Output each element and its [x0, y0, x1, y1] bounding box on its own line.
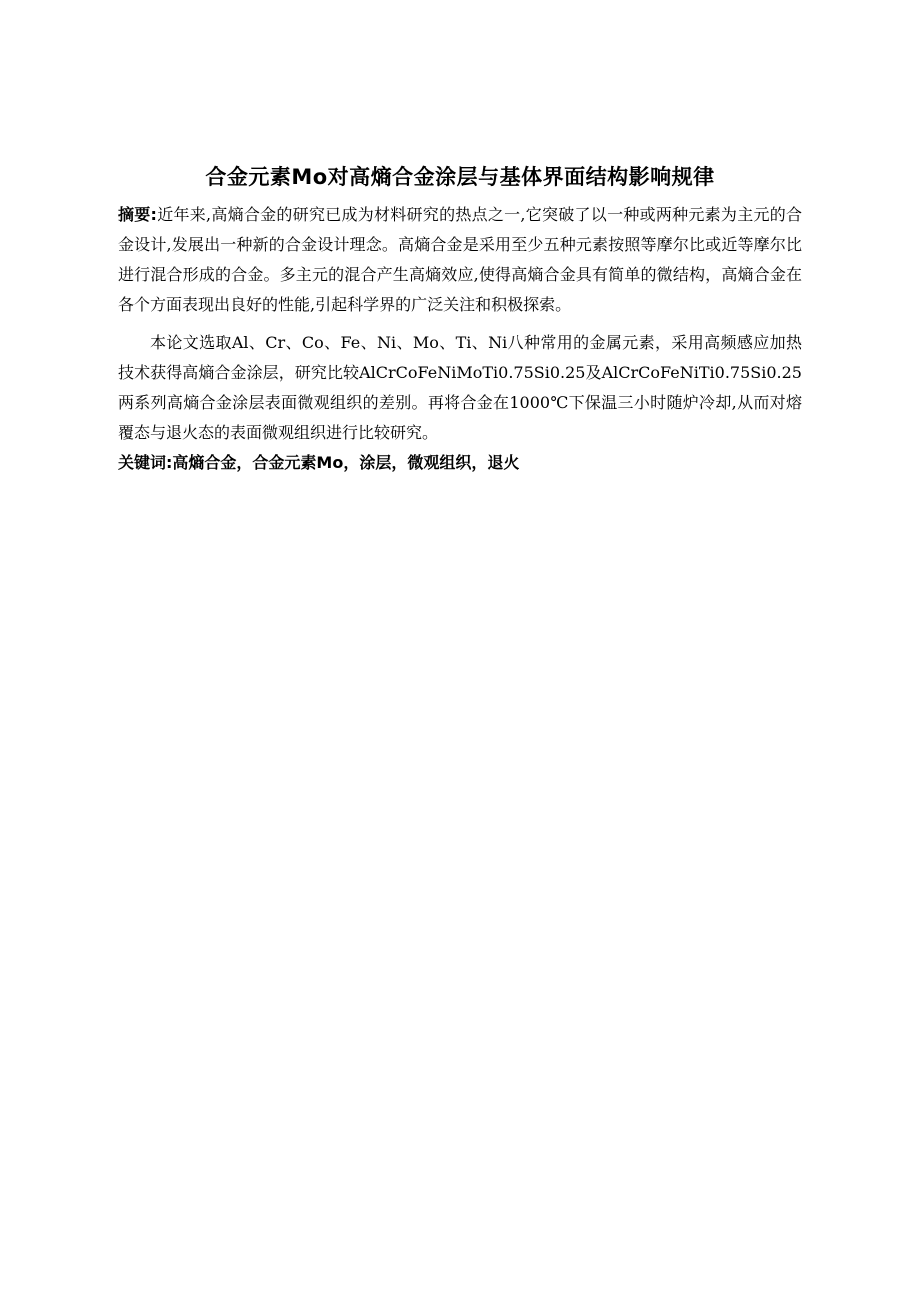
document-page — [118, 160, 802, 478]
paper-title: 合金元素Mo对高熵合金涂层与基体界面结构影响规律 — [205, 165, 715, 189]
keywords-text: 高熵合金，合金元素Mo，涂层，微观组织，退火 — [172, 453, 520, 472]
abstract-paragraph — [118, 200, 802, 320]
abstract-text: 近年来,高熵合金的研究已成为材料研究的热点之一,它突破了以一种或两种元素为主元的合金设计,发展出一种新的合金设计理念。高熵合金是采用至少五种元素按照等摩尔比或近等摩尔比进行混合形成的合金。多主元的混合产生高熵效应,使得高熵合金具有简单的微结构，高熵合金在各个方面表现出良好的性能,引起科学界的广泛关注和积极探索。 — [118, 205, 802, 314]
body-paragraph: 本论文选取Al、Cr、Co、Fe、Ni、Mo、Ti、Ni八种常用的金属元素，采用高频感应加热技术获得高熵合金涂层，研究比较AlCrCoFeNiMoTi0.75Si0.25及AlCrCoFeNiTi0.75Si0.25两系列高熵合金涂层表面微观组织的差别。再将合金在1000℃下保温三小时随炉冷却,从而对熔覆态与退火态的表面微观组织进行比较研究。 — [118, 333, 802, 442]
keywords-label: 关键词: — [118, 453, 173, 472]
abstract-label: 摘要: — [118, 205, 157, 224]
keywords-line — [118, 448, 802, 478]
